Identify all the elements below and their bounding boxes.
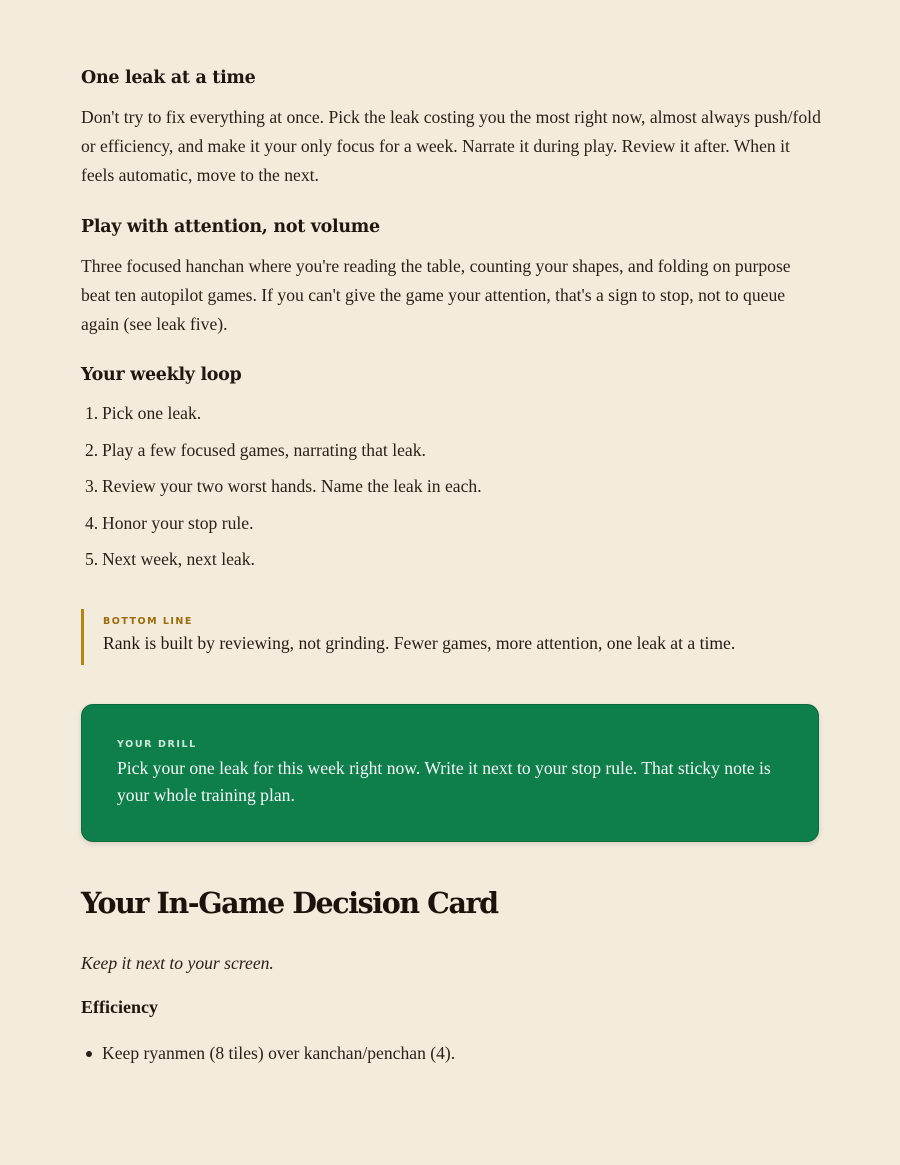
list-item-text: Honor your stop rule.: [102, 512, 254, 533]
list-item-text: Next week, next leak.: [102, 549, 255, 570]
list-item-text: Pick one leak.: [102, 403, 202, 423]
list-number: 2.: [85, 439, 99, 460]
efficiency-heading: Efficiency: [81, 997, 158, 1017]
list-item-text: Play a few focused games, narrating that leak.: [102, 439, 426, 460]
list-item: [81, 437, 482, 474]
list-item: [81, 510, 482, 547]
weekly-loop-list: [81, 400, 482, 583]
efficiency-list: [81, 1040, 455, 1066]
section-heading-one-leak: One leak at a time: [81, 68, 256, 88]
list-item: [81, 400, 482, 437]
callout-text: Rank is built by reviewing, not grinding. Fewer games, more attention, one leak at a time.: [103, 633, 736, 653]
drill-text: Pick your one leak for this week right now. Write it next to your stop rule. That sticky note is your whole training plan.: [117, 758, 771, 805]
section-heading-weekly-loop: Your weekly loop: [81, 365, 242, 385]
callout-label: BOTTOM LINE: [103, 616, 193, 627]
list-item: [81, 1040, 455, 1066]
list-number: 1.: [85, 403, 99, 423]
decision-card-title: Your In-Game Decision Card: [81, 886, 498, 920]
list-item: [81, 473, 482, 510]
section-body-attention: Three focused hanchan where you're reading the table, counting your shapes, and folding on purpose beat ten autopilot games. If you can't give the game your attention, that's a sign to stop, not to queue again (see leak five).: [81, 256, 791, 334]
decision-card-subtitle: Keep it next to your screen.: [81, 953, 274, 973]
section-body-one-leak: Don't try to fix everything at once. Pick the leak costing you the most right now, almost always push/fold or efficiency, and make it your only focus for a week. Narrate it during play. Review it after. When it feels automatic, move to the next.: [81, 107, 821, 185]
list-item: [81, 546, 482, 583]
list-item-text: Review your two worst hands. Name the leak in each.: [102, 476, 482, 497]
bottom-line-callout: [81, 609, 831, 665]
list-number: 4.: [85, 512, 99, 533]
list-item-text: Keep ryanmen (8 tiles) over kanchan/penchan (4).: [102, 1043, 456, 1063]
list-number: 5.: [85, 549, 99, 570]
bullet-dot-icon: [86, 1051, 92, 1057]
list-number: 3.: [85, 476, 99, 497]
drill-box: [81, 704, 819, 842]
drill-label: YOUR DRILL: [117, 739, 197, 750]
section-heading-attention: Play with attention, not volume: [81, 217, 380, 237]
